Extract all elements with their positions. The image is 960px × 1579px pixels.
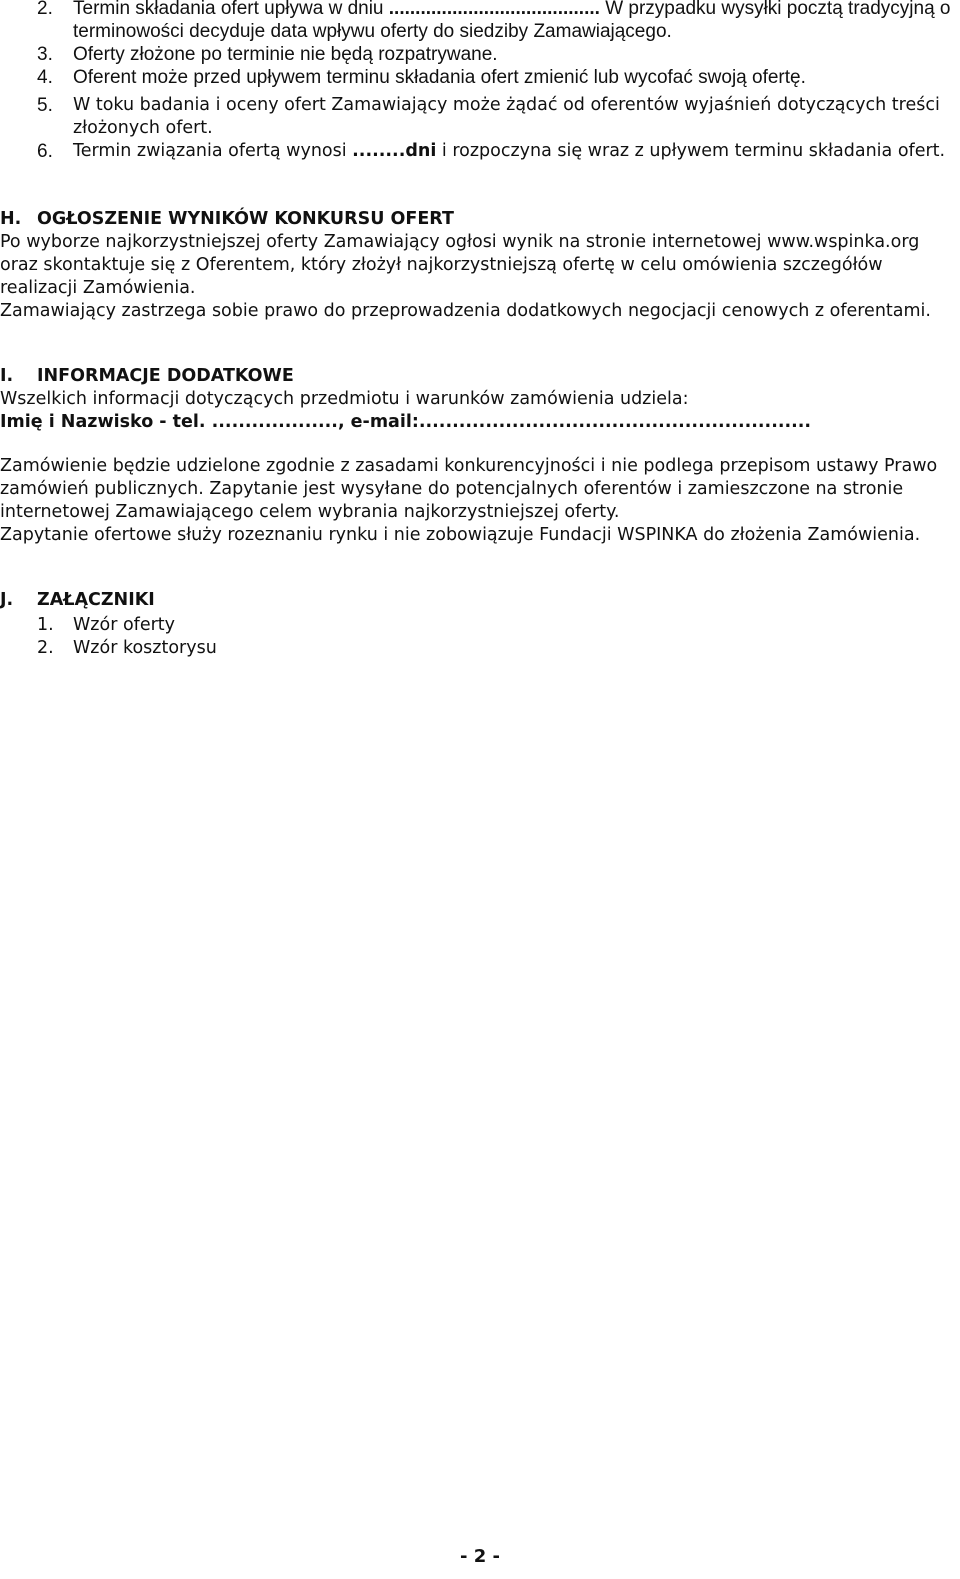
list-number: 2. <box>37 638 54 658</box>
list-item <box>0 94 960 140</box>
section-heading <box>0 589 952 612</box>
list-number: 6. <box>37 141 53 162</box>
list-number: 5. <box>37 95 53 116</box>
list-text-after: i rozpoczyna się wraz z upływem terminu składania ofert. <box>436 141 946 161</box>
list-text: W toku badania i oceny ofert Zamawiający może żądać od oferentów wyjaśnień dotyczących treści złożonych ofert. <box>73 95 940 138</box>
list-text: Wzór oferty <box>73 615 176 635</box>
list-text-after: W przypadku wysyłki pocztą tradycyjną o terminowości decyduje data wpływu oferty do siedziby Zamawiającego. <box>73 0 951 42</box>
top-numbered-list <box>0 0 960 89</box>
list-number: 4. <box>37 67 53 88</box>
list-item <box>0 0 960 43</box>
contact-line: Imię i Nazwisko - tel. ..................., e-mail:........................................................... <box>0 412 812 432</box>
attachments-list <box>0 614 960 660</box>
section-title: INFORMACJE DODATKOWE <box>37 366 294 386</box>
paragraph: Zapytanie ofertowe służy rozeznaniu rynku i nie zobowiązuje Fundacji WSPINKA do złożenia Zamówienia. <box>0 525 921 545</box>
paragraph: Po wyborze najkorzystniejszej oferty Zamawiający ogłosi wynik na stronie internetowej www.wspinka.org oraz skontaktuje się z Oferentem, który złożył najkorzystniejszą ofertę w celu omówienia szczegółów realizacji Zamówienia. <box>0 232 920 298</box>
list-text: Oferent może przed upływem terminu składania ofert zmienić lub wycofać swoją ofertę. <box>73 67 806 88</box>
list-blank: ........dni <box>352 141 437 161</box>
section-h <box>0 208 952 323</box>
list-item <box>0 140 960 163</box>
section-j <box>0 589 952 612</box>
list-number: 2. <box>37 0 53 19</box>
list-item <box>0 637 960 660</box>
section-letter: J. <box>0 590 14 610</box>
list-number: 1. <box>37 615 54 635</box>
paragraph: Wszelkich informacji dotyczących przedmiotu i warunków zamówienia udziela: <box>0 389 689 409</box>
list-text: Wzór kosztorysu <box>73 638 217 658</box>
list-text: Termin składania ofert upływa w dniu <box>73 0 389 19</box>
list-item <box>0 614 960 637</box>
section-title: OGŁOSZENIE WYNIKÓW KONKURSU OFERT <box>37 209 454 229</box>
list-blank: ........................................ <box>388 0 600 19</box>
section-i <box>0 365 952 547</box>
list-item <box>0 66 960 89</box>
list-number: 3. <box>37 44 53 65</box>
section-letter: H. <box>0 209 22 229</box>
section-heading <box>0 208 952 231</box>
section-heading <box>0 365 952 388</box>
section-title: ZAŁĄCZNIKI <box>37 590 155 610</box>
paragraph: Zamówienie będzie udzielone zgodnie z zasadami konkurencyjności i nie podlega przepisom ustawy Prawo zamówień publicznych. Zapytanie jest wysyłane do potencjalnych oferentów i zamieszczone na stronie internetowej Zamawiającego celem wybrania najkorzystniejszej oferty. <box>0 456 938 522</box>
page-number: - 2 - <box>460 1546 500 1567</box>
paragraph: Zamawiający zastrzega sobie prawo do przeprowadzenia dodatkowych negocjacji cenowych z oferentami. <box>0 301 931 321</box>
section-letter: I. <box>0 366 14 386</box>
numbered-list-verdana <box>0 94 960 163</box>
list-text: Termin związania ofertą wynosi <box>73 141 353 161</box>
list-item <box>0 43 960 66</box>
list-text: Oferty złożone po terminie nie będą rozpatrywane. <box>73 44 498 65</box>
